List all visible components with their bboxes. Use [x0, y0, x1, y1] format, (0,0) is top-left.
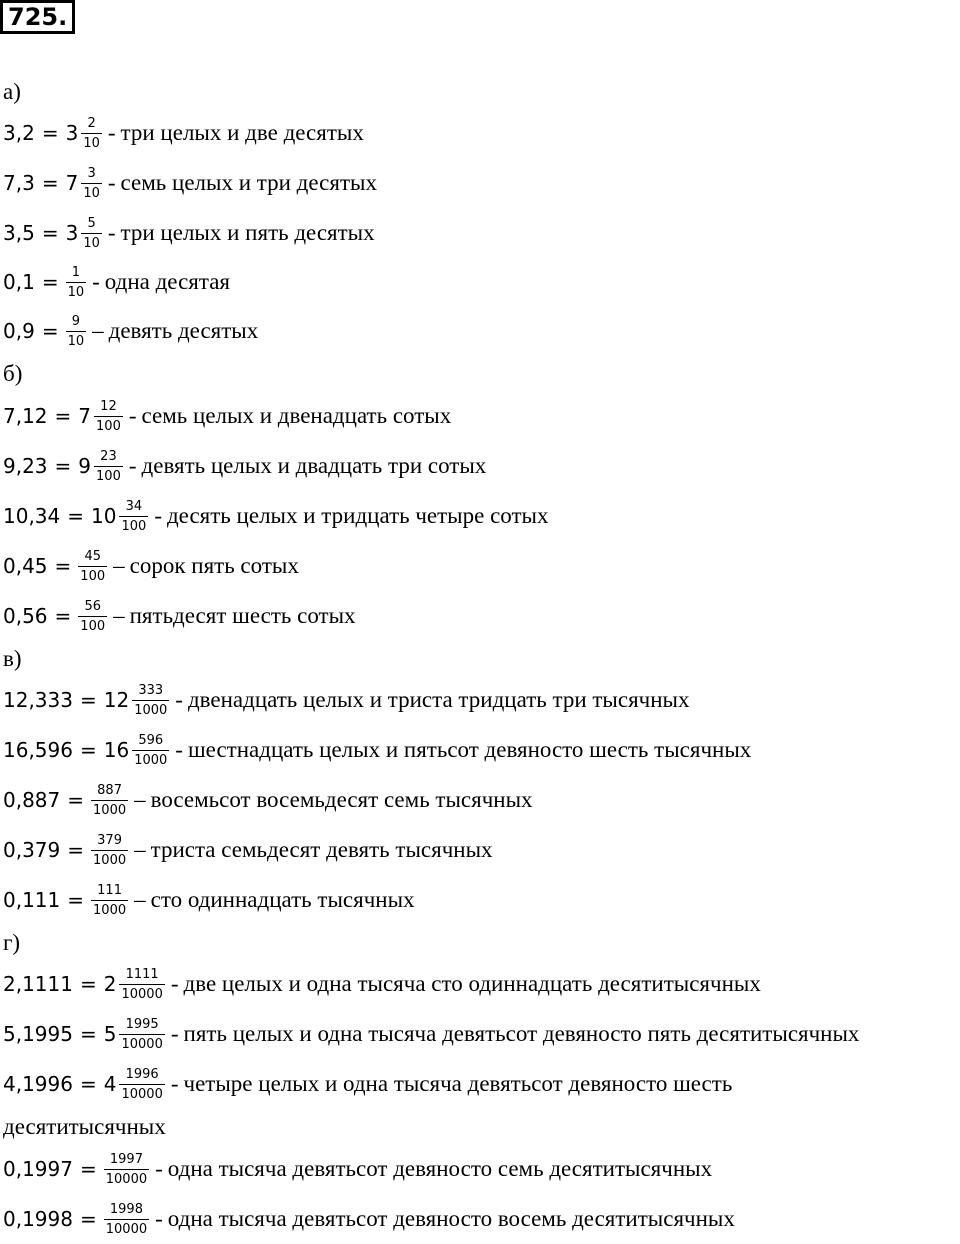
dash-separator: - — [107, 170, 116, 195]
equation-row — [3, 675, 690, 725]
fraction-numerator: 333 — [138, 682, 164, 698]
dash-separator: – — [113, 603, 125, 628]
dash-separator: - — [128, 403, 137, 428]
fraction-denominator: 1000 — [91, 800, 128, 819]
fraction-denominator: 10000 — [119, 1084, 164, 1103]
decimal-number: 0,111 — [3, 888, 61, 912]
number-in-words: три целых и пять десятых — [120, 220, 375, 245]
whole-part: 7 — [65, 171, 79, 195]
fraction-denominator: 100 — [94, 466, 123, 485]
fraction-denominator: 1000 — [91, 900, 128, 919]
fraction-numerator: 1995 — [125, 1016, 159, 1032]
whole-part: 12 — [103, 688, 130, 712]
equation-row — [3, 491, 549, 541]
fraction-numerator: 1996 — [125, 1066, 159, 1082]
fraction — [81, 115, 102, 152]
fraction-numerator: 12 — [100, 398, 117, 414]
fraction-numerator: 887 — [97, 782, 122, 798]
number-in-words: четыре целых и одна тысяча девятьсот девяносто шесть — [183, 1071, 733, 1096]
fraction-denominator: 10000 — [104, 1169, 149, 1188]
number-in-words: одна десятая — [104, 269, 230, 294]
fraction-denominator: 10 — [66, 282, 87, 301]
decimal-number: 0,1997 — [3, 1157, 73, 1181]
section-label: б) — [3, 361, 23, 386]
equals-sign: = — [41, 171, 59, 195]
dash-separator: - — [107, 220, 116, 245]
fraction-numerator: 2 — [87, 115, 96, 131]
fraction — [66, 264, 87, 301]
fraction-numerator: 1998 — [109, 1201, 143, 1217]
fraction-denominator: 100 — [78, 616, 107, 635]
equation-row — [3, 591, 356, 641]
problem-number: 725. — [0, 0, 75, 34]
whole-part: 3 — [65, 121, 79, 145]
decimal-number: 0,56 — [3, 604, 48, 628]
equals-sign: = — [79, 1207, 97, 1231]
decimal-number: 0,9 — [3, 319, 35, 343]
dash-separator: – — [113, 553, 125, 578]
number-in-words: десять целых и тридцать четыре сотых — [166, 503, 549, 528]
number-in-words: двенадцать целых и триста тридцать три тысячных — [187, 687, 690, 712]
whole-part: 4 — [103, 1072, 117, 1096]
fraction — [119, 1016, 164, 1053]
equation-row — [3, 1194, 735, 1244]
fraction-denominator: 10000 — [119, 1034, 164, 1053]
number-in-words: девять целых и двадцать три сотых — [141, 453, 487, 478]
decimal-number: 0,1 — [3, 270, 35, 294]
fraction — [91, 782, 128, 819]
dash-separator: - — [155, 1206, 163, 1231]
fraction — [81, 215, 102, 252]
number-in-words: сто одиннадцать тысячных — [150, 887, 415, 912]
number-in-words: одна тысяча девятьсот девяносто восемь десятитысячных — [167, 1206, 735, 1231]
fraction — [91, 832, 128, 869]
decimal-number: 9,23 — [3, 454, 48, 478]
fraction-numerator: 3 — [87, 165, 96, 181]
decimal-number: 0,45 — [3, 554, 48, 578]
fraction — [104, 1201, 149, 1238]
fraction — [81, 165, 102, 202]
number-in-words: две целых и одна тысяча сто одиннадцать десятитысячных — [183, 971, 761, 996]
equals-sign: = — [79, 972, 97, 996]
fraction-numerator: 379 — [97, 832, 122, 848]
equation-row — [3, 725, 751, 775]
fraction-numerator: 23 — [100, 448, 117, 464]
fraction-numerator: 111 — [97, 882, 122, 898]
fraction-numerator: 56 — [84, 598, 101, 614]
number-in-words: пятьдесят шесть сотых — [129, 603, 356, 628]
equation-row — [3, 158, 377, 208]
whole-part: 5 — [103, 1022, 117, 1046]
dash-separator: – — [134, 837, 146, 862]
decimal-number: 12,333 — [3, 688, 73, 712]
equals-sign: = — [67, 888, 85, 912]
fraction — [119, 966, 164, 1003]
equation-row — [3, 825, 493, 875]
dash-separator: - — [175, 687, 183, 712]
fraction-denominator: 100 — [119, 516, 148, 535]
equals-sign: = — [41, 319, 59, 343]
fraction-numerator: 9 — [71, 313, 80, 329]
number-in-words: три целых и две десятых — [120, 120, 364, 145]
decimal-number: 16,596 — [3, 738, 73, 762]
equals-sign: = — [54, 604, 72, 628]
equals-sign: = — [79, 1072, 97, 1096]
equals-sign: = — [67, 788, 85, 812]
whole-part: 2 — [103, 972, 117, 996]
fraction-denominator: 1000 — [91, 850, 128, 869]
fraction-denominator: 100 — [78, 566, 107, 585]
dash-separator: – — [134, 787, 146, 812]
fraction-denominator: 10 — [81, 133, 102, 152]
number-in-words: восемьсот восемьдесят семь тысячных — [150, 787, 533, 812]
section-label: а) — [3, 79, 21, 104]
whole-part: 10 — [91, 504, 117, 528]
dash-separator: – — [134, 887, 146, 912]
number-in-words: девять десятых — [108, 318, 259, 343]
fraction — [78, 548, 107, 585]
fraction-numerator: 1 — [71, 264, 80, 280]
equals-sign: = — [54, 554, 72, 578]
fraction — [132, 732, 169, 769]
equation-row — [3, 257, 230, 307]
decimal-number: 0,379 — [3, 838, 61, 862]
fraction — [66, 313, 87, 350]
decimal-number: 7,12 — [3, 404, 48, 428]
section-label: в) — [3, 646, 22, 671]
fraction-numerator: 45 — [84, 548, 101, 564]
fraction-denominator: 10 — [81, 183, 102, 202]
decimal-number: 7,3 — [3, 171, 35, 195]
fraction — [132, 682, 169, 719]
decimal-number: 2,1111 — [3, 972, 73, 996]
dash-separator: - — [92, 269, 100, 294]
equation-row — [3, 391, 451, 441]
equation-row — [3, 875, 415, 925]
fraction — [119, 1066, 164, 1103]
decimal-number: 5,1995 — [3, 1022, 73, 1046]
whole-part: 16 — [103, 738, 130, 762]
equation-row — [3, 1144, 712, 1194]
equation-row — [3, 1059, 732, 1109]
equals-sign: = — [79, 688, 97, 712]
equals-sign: = — [67, 838, 85, 862]
whole-part: 7 — [78, 404, 92, 428]
equals-sign: = — [41, 270, 59, 294]
fraction-numerator: 1997 — [109, 1151, 143, 1167]
decimal-number: 0,1998 — [3, 1207, 73, 1231]
equation-row — [3, 208, 375, 258]
equals-sign: = — [41, 221, 59, 245]
equation-row — [3, 775, 533, 825]
fraction-denominator: 100 — [94, 416, 123, 435]
equation-row — [3, 441, 486, 491]
equation-row — [3, 1009, 859, 1059]
fraction — [104, 1151, 149, 1188]
section-label: г) — [3, 930, 21, 955]
equals-sign: = — [41, 121, 59, 145]
fraction-denominator: 1000 — [132, 700, 169, 719]
equals-sign: = — [54, 454, 72, 478]
fraction-numerator: 1111 — [125, 966, 159, 982]
dash-separator: - — [128, 453, 137, 478]
equals-sign: = — [79, 1022, 97, 1046]
equation-row — [3, 108, 364, 158]
fraction — [94, 398, 123, 435]
number-in-words: шестнадцать целых и пятьсот девяносто шесть тысячных — [187, 737, 752, 762]
fraction-denominator: 1000 — [132, 750, 169, 769]
whole-part: 9 — [78, 454, 92, 478]
equals-sign: = — [67, 504, 85, 528]
dash-separator: – — [92, 318, 104, 343]
equation-row — [3, 959, 761, 1009]
fraction — [119, 498, 148, 535]
dash-separator: - — [107, 120, 116, 145]
whole-part: 3 — [65, 221, 79, 245]
fraction-numerator: 34 — [125, 498, 143, 514]
decimal-number: 0,887 — [3, 788, 61, 812]
fraction-numerator: 5 — [87, 215, 96, 231]
fraction — [91, 882, 128, 919]
fraction — [78, 598, 107, 635]
number-in-words: семь целых и три десятых — [120, 170, 377, 195]
decimal-number: 3,5 — [3, 221, 35, 245]
fraction-denominator: 10 — [66, 331, 87, 350]
dash-separator: - — [175, 737, 183, 762]
number-in-words: одна тысяча девятьсот девяносто семь десятитысячных — [167, 1156, 713, 1181]
dash-separator: - — [170, 1021, 179, 1046]
equals-sign: = — [79, 738, 97, 762]
number-in-words: сорок пять сотых — [129, 553, 299, 578]
fraction-denominator: 10000 — [104, 1219, 149, 1238]
decimal-number: 4,1996 — [3, 1072, 73, 1096]
fraction-denominator: 10000 — [119, 984, 164, 1003]
number-in-words: семь целых и двенадцать сотых — [141, 403, 452, 428]
equals-sign: = — [54, 404, 72, 428]
fraction — [94, 448, 123, 485]
equation-row — [3, 541, 299, 591]
dash-separator: - — [155, 1156, 163, 1181]
dash-separator: - — [170, 971, 179, 996]
dash-separator: - — [170, 1071, 179, 1096]
decimal-number: 10,34 — [3, 504, 61, 528]
equals-sign: = — [79, 1157, 97, 1181]
fraction-denominator: 10 — [81, 233, 102, 252]
dash-separator: - — [154, 503, 162, 528]
number-in-words-continuation: десятитысячных — [3, 1114, 166, 1139]
number-in-words: пять целых и одна тысяча девятьсот девяносто пять десятитысячных — [183, 1021, 860, 1046]
equation-row — [3, 306, 258, 356]
number-in-words: триста семьдесят девять тысячных — [150, 837, 493, 862]
fraction-numerator: 596 — [138, 732, 164, 748]
decimal-number: 3,2 — [3, 121, 35, 145]
